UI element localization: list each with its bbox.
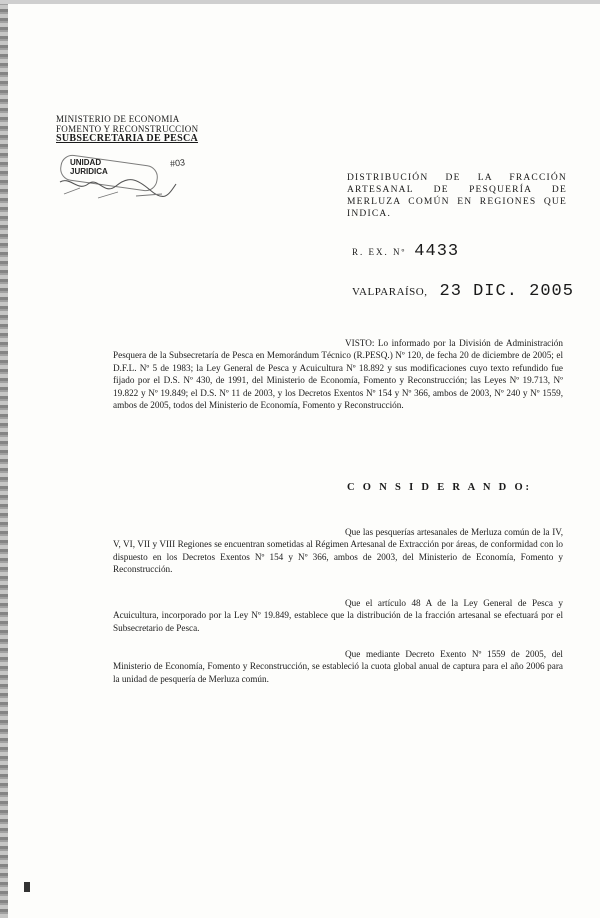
- ministry-line-2: FOMENTO Y RECONSTRUCCION: [56, 124, 199, 134]
- scan-top-edge: [0, 0, 600, 4]
- scan-edge: [0, 0, 8, 918]
- stamp-note: #03: [169, 157, 186, 169]
- considerando-text-2: Que el artículo 48 A de la Ley General de Pesca y Acuicultura, incorporado por la Ley Nº 19.849, establece que la distribución de la fracción artesanal se efectuará por el Subsecretario de Pesca.: [113, 598, 563, 633]
- ministry-line: MINISTERIO DE ECONOMIA: [56, 114, 180, 124]
- visto-text: VISTO: Lo informado por la División de Administración Pesquera de la Subsecretaría de Pesca en Memorándum Técnico (R.PESQ.) Nº 120, de fecha 20 de diciembre de 2005; el D.F.L. Nº 5 de 1983; la Ley General de Pesca y Acuicultura Nº 18.892 y sus modificaciones cuyo texto refundido fue fijado por el D.S. Nº 430, de 1991, del Ministerio de Economía, Fomento y Reconstrucción; las Leyes Nº 19.713, Nº 19.822 y Nº 19.849; el D.S. Nº 11 de 2003, y los Decretos Exentos Nº 154 y Nº 366, ambos de 2003, Nº 240 y Nº 1559, ambos de 2005, todos del Ministerio de Economía, Fomento y Reconstrucción.: [113, 338, 563, 411]
- visto-paragraph: [113, 337, 563, 411]
- signature-scrawl-icon: [58, 174, 178, 202]
- resolution-subject: DISTRIBUCIÓN DE LA FRACCIÓN ARTESANAL DE PESQUERÍA DE MERLUZA COMÚN EN REGIONES QUE INDICA.: [347, 173, 567, 219]
- city: VALPARAÍSO,: [352, 286, 428, 298]
- resolution-number-value: 4433: [414, 242, 460, 261]
- considerando-paragraph-2: [113, 597, 563, 634]
- considerando-heading: C O N S I D E R A N D O:: [347, 482, 532, 493]
- date-stamp: 23 DIC. 2005: [439, 282, 574, 301]
- stamp-line-2: JURIDICA: [70, 167, 108, 176]
- resolution-number: [352, 242, 459, 261]
- considerando-text-3: Que mediante Decreto Exento Nº 1559 de 2005, del Ministerio de Economía, Fomento y Reconstrucción, se estableció la cuota global anual de captura para el año 2006 para la unidad de pesquería de Merluza común.: [113, 649, 563, 684]
- ministry-header: [56, 114, 216, 144]
- considerando-paragraph-3: [113, 648, 563, 685]
- subsecretaria-line: SUBSECRETARIA DE PESCA: [56, 133, 199, 144]
- resolution-label: R. EX. Nº: [352, 247, 407, 257]
- considerando-paragraph-1: [113, 526, 563, 576]
- considerando-text-1: Que las pesquerías artesanales de Merluza común de la IV, V, VI, VII y VIII Regiones se encuentran sometidas al Régimen Artesanal de Extracción por áreas, de conformidad con lo dispuesto en los Decretos Exentos Nº 154 y Nº 366, ambos de 2003, del Ministerio de Economía, Fomento y Reconstrucción.: [113, 527, 563, 575]
- stamp-line-1: UNIDAD: [70, 158, 102, 167]
- scan-speck-icon: [22, 880, 32, 894]
- dateline: [352, 282, 574, 301]
